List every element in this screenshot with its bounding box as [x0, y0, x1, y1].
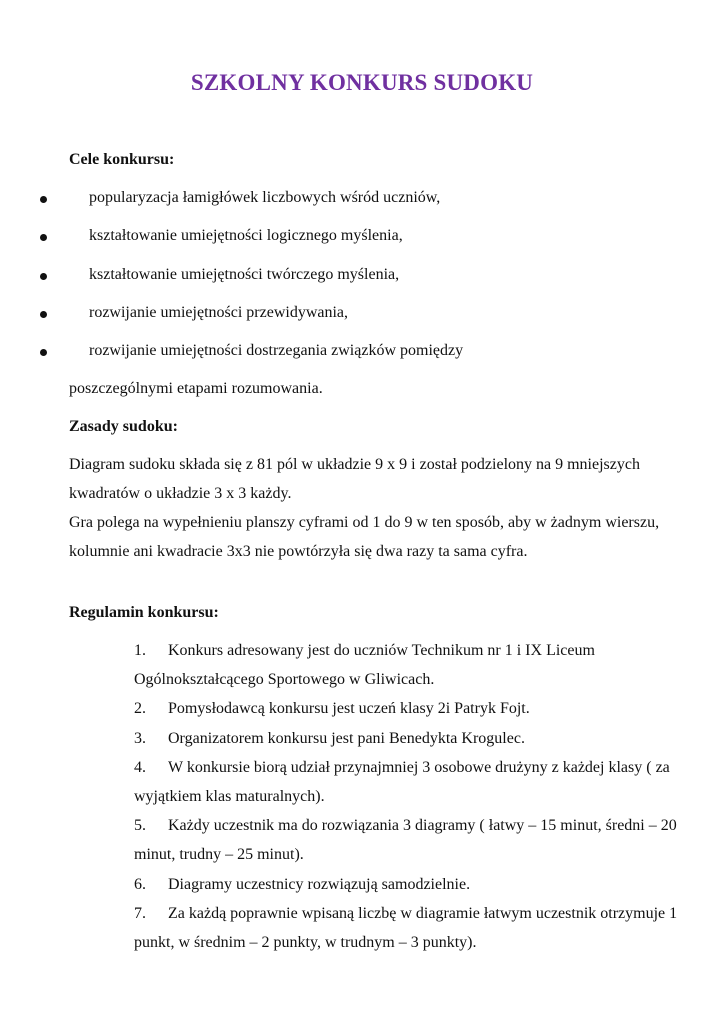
item-text: Diagramy uczestnicy rozwiązują samodzielnie.	[168, 875, 471, 893]
item-text: Każdy uczestnik ma do rozwiązania 3 diagramy ( łatwy – 15 minut, średni – 20 minut, trudny – 25 minut).	[134, 817, 677, 864]
document-title: SZKOLNY KONKURS SUDOKU	[190, 70, 534, 95]
item-number: 7.	[134, 904, 146, 922]
item-text: Organizatorem konkursu jest pani Benedykta Krogulec.	[168, 729, 525, 747]
goal-text: popularyzacja łamigłówek liczbowych wśród uczniów,	[89, 189, 441, 206]
item-number: 4.	[134, 758, 146, 776]
list-item	[134, 636, 694, 694]
rules-paragraph-2: Gra polega na wypełnieniu planszy cyframi od 1 do 9 w ten sposób, aby w żadnym wierszu, kolumnie ani kwadracie 3x3 nie powtórzyła się dwa razy ta sama cyfra.	[69, 514, 660, 561]
goal-text: rozwijanie umiejętności przewidywania,	[89, 303, 349, 321]
goal-continuation: poszczególnymi etapami rozumowania.	[69, 380, 323, 397]
bullet-icon	[40, 196, 47, 203]
goal-text: kształtowanie umiejętności twórczego myślenia,	[89, 265, 400, 283]
item-number: 1.	[134, 642, 146, 659]
list-item	[0, 184, 724, 222]
item-number: 5.	[134, 817, 146, 835]
bullet-icon	[40, 234, 47, 241]
item-text: Konkurs adresowany jest do uczniów Technikum nr 1 i IX Liceum Ogólnokształcącego Sportowego w Gliwicach.	[134, 642, 595, 689]
list-item	[0, 222, 724, 260]
list-item	[134, 694, 694, 723]
goals-heading: Cele konkursu:	[69, 151, 175, 168]
regulations-list	[134, 636, 694, 957]
bullet-icon	[40, 273, 47, 280]
item-text: Pomysłodawcą konkursu jest uczeń klasy 2i Patryk Fojt.	[168, 700, 530, 718]
list-item	[134, 870, 694, 899]
bullet-icon	[40, 311, 47, 318]
item-number: 3.	[134, 729, 146, 747]
list-item	[134, 753, 694, 811]
list-item	[134, 811, 694, 869]
list-item	[134, 899, 694, 957]
item-number: 2.	[134, 700, 146, 718]
item-number: 6.	[134, 875, 146, 893]
rules-paragraph-1: Diagram sudoku składa się z 81 pól w układzie 9 x 9 i został podzielony na 9 mniejszych kwadratów o układzie 3 x 3 każdy.	[69, 456, 640, 503]
rules-heading: Zasady sudoku:	[69, 418, 178, 435]
list-item	[0, 337, 724, 375]
goal-text: rozwijanie umiejętności dostrzegania związków pomiędzy	[89, 342, 464, 360]
regulations-heading: Regulamin konkursu:	[69, 604, 219, 621]
bullet-icon	[40, 349, 47, 356]
item-text: Za każdą poprawnie wpisaną liczbę w diagramie łatwym uczestnik otrzymuje 1 punkt, w średnim – 2 punkty, w trudnym – 3 punkty).	[134, 904, 678, 952]
goal-text: kształtowanie umiejętności logicznego myślenia,	[89, 227, 403, 245]
list-item	[0, 261, 724, 299]
item-text: W konkursie biorą udział przynajmniej 3 osobowe drużyny z każdej klasy ( za wyjątkiem klas maturalnych).	[134, 758, 670, 806]
goals-list	[0, 184, 724, 375]
list-item	[134, 724, 694, 753]
list-item	[0, 299, 724, 337]
